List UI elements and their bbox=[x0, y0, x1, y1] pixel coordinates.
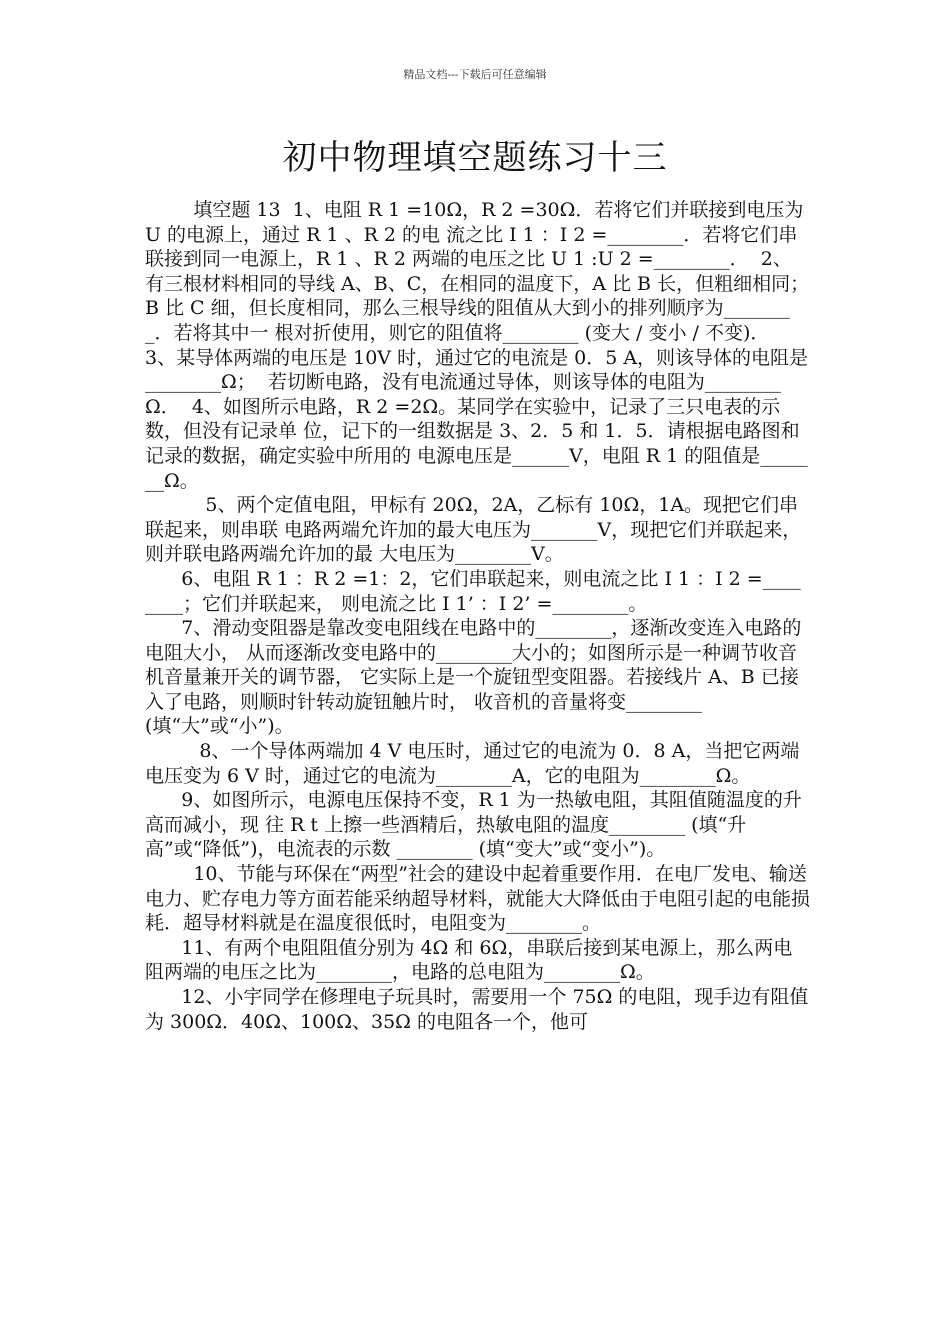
question-11: 11、有两个电阻阻值分别为 4Ω 和 6Ω，串联后接到某电源上，那么两电阻两端的电压之比为________，电路的总电阻为________Ω。 bbox=[145, 936, 793, 984]
document-title: 初中物理填空题练习十三 bbox=[282, 138, 668, 178]
question-block-1-4: 填空题 13 1、电阻 R 1 =10Ω，R 2 =30Ω．若将它们并联接到电压为 U 的电源上，通过 R 1 、R 2 的电 流之比 I 1 ：I 2 =________．若将它们串联接到同一电源上，R 1 、R 2 两端的电压之比 U 1 :U 2 =________． 2、有三根材料相同的导线 A、B、C，在相同的温度下，A 比 B 长，但粗细相同；B 比 C 细，但长度相同，那么三根导线的阻值从大到小的排列顺序为________．若将其中一 根对折使用，则它的阻值将________ (变大 / 变小 / 不变)． 3、某导体两端的电压是 10V 时，通过它的电流是 0．5 A，则该导体的电阻是________Ω； 若切断电路，没有电流通过导体，则该导体的电阻为________Ω． 4、如图所示电路，R 2 =2Ω。某同学在实验中，记录了三只电表的示数，但没有记录单 位，记下的一组数据是 3、2．5 和 1．5．请根据电路图和记录的数据，确定实验中所用的 电源电压是______V，电阻 R 1 的阻值是_______Ω。 bbox=[145, 199, 810, 492]
question-6: 6、电阻 R 1 ：R 2 =1：2，它们串联起来，则电流之比 I 1 ：I 2 =________；它们并联起来， 则电流之比 I 1’ ：I 2’ =________。 bbox=[145, 567, 801, 615]
document-body bbox=[145, 198, 810, 1034]
question-5: 5、两个定值电阻，甲标有 20Ω，2A，乙标有 10Ω，1A。现把它们串联起来，则串联 电路两端允许加的最大电压为_______V，现把它们并联起来，则并联电路两端允许加的最 大电压为________V。 bbox=[145, 494, 802, 566]
page-header: 精品文档---下载后可任意编辑 bbox=[403, 68, 547, 81]
question-9: 9、如图所示，电源电压保持不变，R 1 为一热敏电阻，其阻值随温度的升高而减小，现 往 R t 上擦一些酒精后，热敏电阻的温度________ (填“升高”或“降低”)，电流表的示数 ________ (填“变大”或“变小”)。 bbox=[145, 789, 802, 861]
question-10: 10、节能与环保在“两型”社会的建设中起着重要作用．在电厂发电、输送电力、贮存电力等方面若能采纳超导材料，就能大大降低由于电阻引起的电能损耗．超导材料就是在温度很低时，电阻变为________。 bbox=[145, 863, 811, 935]
question-12: 12、小宇同学在修理电子玩具时，需要用一个 75Ω 的电阻，现手边有阻值为 300Ω．40Ω、100Ω、35Ω 的电阻各一个，他可 bbox=[145, 986, 809, 1033]
question-7: 7、滑动变阻器是靠改变电阻线在电路中的________，逐渐改变连入电路的电阻大小， 从而逐渐改变电路中的________大小的；如图所示是一种调节收音机音量兼开关的调节器， 它实际上是一个旋钮型变阻器。若接线片 A、B 已接入了电路，则顺时针转动旋钮触片时， 收音机的音量将变________ (填“大”或“小”)。 bbox=[145, 617, 802, 738]
question-8: 8、一个导体两端加 4 V 电压时，通过它的电流为 0．8 A，当把它两端电压变为 6 V 时，通过它的电流为________A，它的电阻为________Ω。 bbox=[145, 740, 800, 787]
